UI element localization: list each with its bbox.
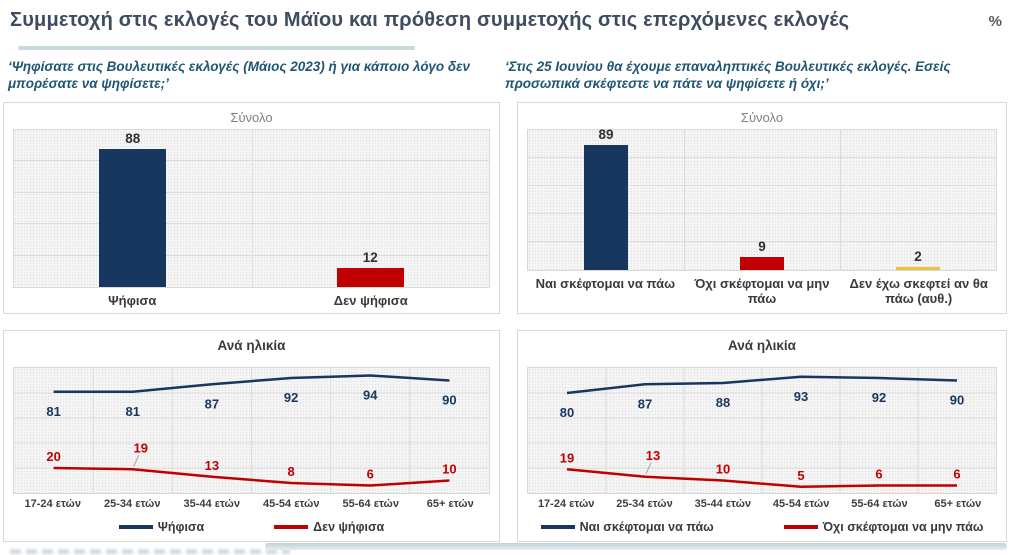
title-accent-bar — [18, 46, 415, 50]
legend-label: Ναι σκέφτομαι να πάω — [579, 520, 714, 534]
x-axis-label: 55-64 ετών — [851, 498, 908, 510]
charts-grid — [3, 102, 1007, 542]
point-value-label: 10 — [442, 461, 457, 477]
panel-age-voted — [3, 330, 500, 542]
point-value-label: 6 — [875, 466, 883, 482]
point-value-label: 94 — [363, 387, 378, 403]
panel-age-intent — [517, 330, 1007, 542]
chart-title-total-voted: Σύνολο — [230, 110, 273, 125]
legend-age-intent — [518, 520, 1006, 534]
line-chart-svg — [14, 368, 489, 493]
legend-entry — [541, 520, 714, 534]
point-value-label: 13 — [204, 457, 220, 473]
point-value-label: 13 — [645, 447, 661, 463]
point-value-label: 80 — [559, 405, 575, 420]
category-label: Ψήφισα — [108, 293, 157, 308]
x-axis-label: 45-54 ετών — [772, 498, 830, 510]
bar-chart-total-intent — [527, 129, 997, 271]
line-chart-svg — [528, 368, 996, 493]
x-axis-label: 55-64 ετών — [342, 498, 399, 510]
gridline — [840, 130, 841, 270]
chart-title-age-intent: Ανά ηλικία — [728, 338, 796, 353]
bar-value-label: 9 — [758, 239, 766, 255]
point-value-label: 10 — [715, 461, 731, 477]
x-axis-label: 65+ ετών — [426, 498, 474, 510]
point-value-label: 19 — [133, 440, 148, 456]
bar-value-label: 88 — [125, 130, 141, 146]
chart-title-total-intent: Σύνολο — [740, 110, 784, 125]
category-label: Δεν ψήφισα — [333, 293, 408, 308]
point-value-label: 88 — [715, 395, 731, 410]
bar-Δεν έχω σκεφτεί αν θα πάω (αυθ.) — [896, 267, 940, 270]
legend-entry — [119, 520, 204, 534]
point-value-label: 93 — [793, 388, 809, 404]
age-axis-labels-voted — [13, 498, 490, 510]
legend-line-swatch — [274, 525, 308, 529]
point-value-label: 5 — [797, 467, 805, 483]
gridline — [252, 130, 253, 287]
percent-unit-label: % — [988, 13, 1002, 30]
bar-Ναι σκέφτομαι να πάω — [584, 145, 628, 270]
point-value-label: 92 — [871, 390, 887, 405]
legend-age-voted — [4, 520, 499, 534]
x-axis-label: 35-44 ετών — [694, 498, 752, 510]
point-value-label: 81 — [46, 403, 61, 419]
x-axis-label: 65+ ετών — [934, 498, 982, 510]
point-value-label: 6 — [366, 466, 374, 482]
legend-label: Ψήφισα — [157, 520, 205, 534]
bar-Δεν ψήφισα — [337, 268, 404, 287]
point-value-label: 87 — [204, 396, 220, 412]
point-value-label: 19 — [559, 450, 575, 466]
x-axis-label: 17-24 ετών — [537, 498, 595, 510]
x-axis-label: 25-34 ετών — [616, 498, 673, 510]
point-value-label: 8 — [287, 464, 295, 479]
x-axis-label: 17-24 ετών — [24, 498, 81, 510]
category-label: Ναι σκέφτομαι να πάω — [535, 276, 676, 291]
gridline — [684, 130, 685, 270]
line-chart-age-intent — [527, 367, 997, 494]
bar-value-label: 2 — [914, 249, 922, 265]
legend-line-swatch — [541, 525, 575, 529]
bar-Ψήφισα — [99, 149, 166, 287]
question-left: ‘Ψηφίσατε στις Βουλευτικές εκλογές (Μάιος 2023) ή για κάποιο λόγο δεν μπορέσατε να ψηφίσετε;’ — [8, 59, 471, 91]
legend-entry — [274, 520, 384, 534]
point-value-label: 92 — [283, 390, 299, 405]
point-value-label: 20 — [46, 449, 61, 464]
x-axis-label: 35-44 ετών — [183, 498, 240, 510]
chart-title-age-voted: Ανά ηλικία — [217, 338, 286, 353]
point-value-label: 81 — [125, 403, 140, 419]
panel-total-intent — [517, 102, 1007, 314]
x-axis-label: 25-34 ετών — [104, 498, 161, 510]
bar-value-label: 89 — [598, 127, 614, 143]
point-value-label: 6 — [953, 466, 961, 482]
legend-line-swatch — [119, 525, 153, 529]
point-value-label: 87 — [637, 396, 653, 412]
line-chart-age-voted — [13, 367, 490, 494]
legend-label: Όχι σκέφτομαι να μην πάω — [822, 520, 984, 534]
bar-chart-total-voted — [13, 129, 490, 288]
page-title: Συμμετοχή στις εκλογές του Μάϊου και πρόθεση συμμετοχής στις επερχόμενες εκλογές — [10, 9, 850, 31]
footer-accent-bar — [265, 543, 1007, 550]
legend-line-swatch — [784, 525, 818, 529]
category-label: Όχι σκέφτομαι να μην πάω — [694, 276, 830, 306]
category-labels-total-voted — [13, 293, 490, 308]
bar-Όχι σκέφτομαι να μην πάω — [740, 257, 784, 270]
category-labels-total-intent — [527, 276, 997, 306]
point-value-label: 90 — [442, 392, 457, 408]
panel-total-voted — [3, 102, 500, 314]
category-label: Δεν έχω σκεφτεί αν θα πάω (αυθ.) — [849, 276, 988, 306]
question-right: ‘Στις 25 Ιουνίου θα έχουμε επαναληπτικές Βουλευτικές εκλογές. Εσείς προσωπικά σκέφτεστε να πάτε να ψηφίσετε ή όχι;’ — [505, 59, 951, 91]
age-axis-labels-intent — [527, 498, 997, 510]
x-axis-label: 45-54 ετών — [263, 498, 320, 510]
bar-value-label: 12 — [362, 250, 378, 266]
label-leader-line — [134, 455, 139, 466]
legend-entry — [784, 520, 984, 534]
legend-label: Δεν ψήφισα — [313, 520, 385, 534]
point-value-label: 90 — [949, 392, 965, 408]
cropped-footer-text — [10, 549, 290, 554]
